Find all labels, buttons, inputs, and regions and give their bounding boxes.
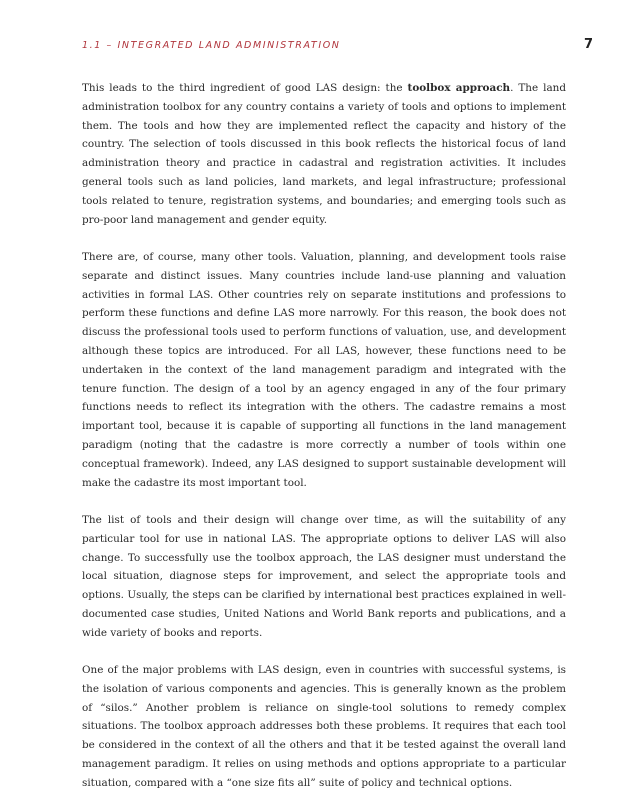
paragraph-las-design-problems: One of the major problems with LAS design, even in countries with successful systems, is the isolation of various components and agencies. This is generally known as the problem of “silos.” Another problem is reliance on single-tool solutions to remedy complex situations. The toolbox approach addresses both these problems. It requires that each tool be considered in the context of all the others and that it be tested against the overall land management paradigm. It relies on using methods and options appropriate to a particular situation, compared with a “one size fits all” suite of policy and technical options. [82,664,566,789]
body-text [82,79,566,793]
paragraph-other-tools: There are, of course, many other tools. Valuation, planning, and development tools raise separate and distinct issues. Many countries include land-use planning and valuation activities in formal LAS. Other countries rely on separate institutions and professions to perform these functions and define LAS more narrowly. For this reason, the book does not discuss the professional tools used to perform functions of valuation, use, and development although these topics are introduced. For all LAS, however, these functions need to be undertaken in the context of the land management paradigm and integrated with the tenure function. The design of a tool by an agency engaged in any of the four primary functions needs to reflect its integration with the others. The cadastre remains a most important tool, because it is capable of supporting all functions in the land management paradigm (noting that the cadastre is more correctly a number of tools within one conceptual framework). Indeed, any LAS designed to support sustainable development will make the cadastre its most important tool. [82,250,566,489]
paragraph-list-of-tools: The list of tools and their design will change over time, as will the suitability of any particular tool for use in national LAS. The appropriate options to deliver LAS will also change. To successfully use the toolbox approach, the LAS designer must understand the local situation, diagnose steps for improvement, and select the appropriate tools and options. Usually, the steps can be clarified by international best practices explained in well-documented case studies, United Nations and World Bank reports and publications, and a wide variety of books and reports. [82,513,566,639]
toolbox-approach-emphasis: toolbox approach [407,82,511,94]
paragraph-1-text-start: This leads to the third ingredient of good LAS design: the [82,82,408,94]
page-number: 7 [583,37,593,52]
paragraph-toolbox-approach [82,79,566,229]
running-header-section-title: 1.1 – INTEGRATED LAND ADMINISTRATION [82,40,341,51]
paragraph-1-text-end: . The land administration toolbox for any country contains a variety of tools and options to implement them. The tools and how they are implemented reflect the capacity and history of the country. The selection of tools discussed in this book reflects the historical focus of land administration theory and practice in cadastral and registration activities. It includes general tools such as land policies, land markets, and legal infrastructure; professional tools related to tenure, registration systems, and boundaries; and emerging tools such as pro-poor land management and gender equity. [82,82,566,226]
